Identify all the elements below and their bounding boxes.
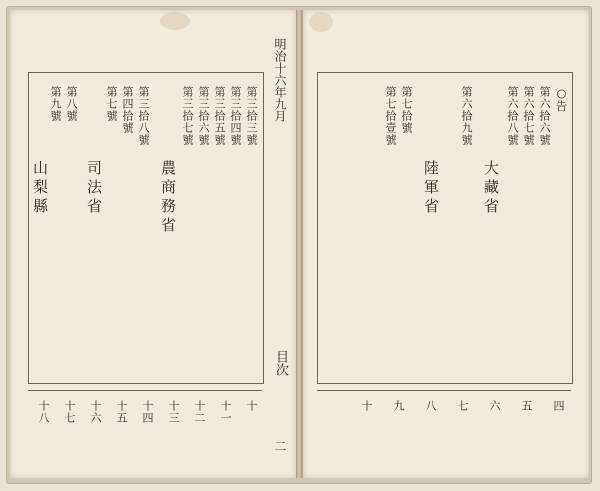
- page-ref: 八: [424, 400, 437, 412]
- page-ref: 十六: [89, 400, 102, 424]
- ministry-agriculture: 農商務省: [159, 160, 177, 236]
- entry-number: 第三拾五號: [213, 86, 226, 146]
- page-ref: 五: [520, 400, 533, 412]
- entry-number: 第三拾八號: [137, 86, 150, 146]
- divider: [28, 390, 262, 391]
- section-marker: ○告: [554, 86, 569, 112]
- running-head: 明治十六年九月: [273, 38, 287, 122]
- entry-number: 第七拾號: [400, 86, 413, 134]
- page-ref: 十: [245, 400, 258, 412]
- page-ref: 十: [360, 400, 373, 412]
- page-ref: 四: [552, 400, 565, 412]
- stain: [160, 12, 190, 30]
- page-ref: 十八: [37, 400, 50, 424]
- section-title: 目次: [273, 350, 288, 376]
- page-ref: 十一: [219, 400, 232, 424]
- left-page: [10, 10, 297, 478]
- page-ref: 十五: [115, 400, 128, 424]
- entry-number: 第三拾六號: [197, 86, 210, 146]
- entry-number: 第七拾壹號: [384, 86, 397, 146]
- entry-number: 第六拾七號: [522, 86, 535, 146]
- entry-number: 第六拾八號: [506, 86, 519, 146]
- entry-number: 第八號: [65, 86, 78, 122]
- page-ref: 十四: [141, 400, 154, 424]
- entry-number: 第三拾三號: [245, 86, 258, 146]
- entry-number: 第七號: [105, 86, 118, 122]
- entry-number: 第三拾七號: [181, 86, 194, 146]
- page-ref: 十二: [193, 400, 206, 424]
- divider: [317, 390, 571, 391]
- page-ref: 九: [392, 400, 405, 412]
- right-page: [302, 10, 589, 478]
- page-ref: 十三: [167, 400, 180, 424]
- entry-number: 第六拾九號: [460, 86, 473, 146]
- book-spread: [6, 6, 592, 484]
- entry-number: 第九號: [49, 86, 62, 122]
- ministry-finance: 大藏省: [482, 160, 500, 217]
- stain: [309, 12, 333, 32]
- ministry-army: 陸軍省: [422, 160, 440, 217]
- entry-number: 第三拾四號: [229, 86, 242, 146]
- page-number: 二: [273, 440, 287, 452]
- page-ref: 七: [456, 400, 469, 412]
- ministry-justice: 司法省: [85, 160, 103, 217]
- entry-number: 第四拾號: [121, 86, 134, 134]
- prefecture-yamanashi: 山梨縣: [31, 160, 49, 217]
- entry-number: 第六拾六號: [538, 86, 551, 146]
- page-ref: 十七: [63, 400, 76, 424]
- page-ref: 六: [488, 400, 501, 412]
